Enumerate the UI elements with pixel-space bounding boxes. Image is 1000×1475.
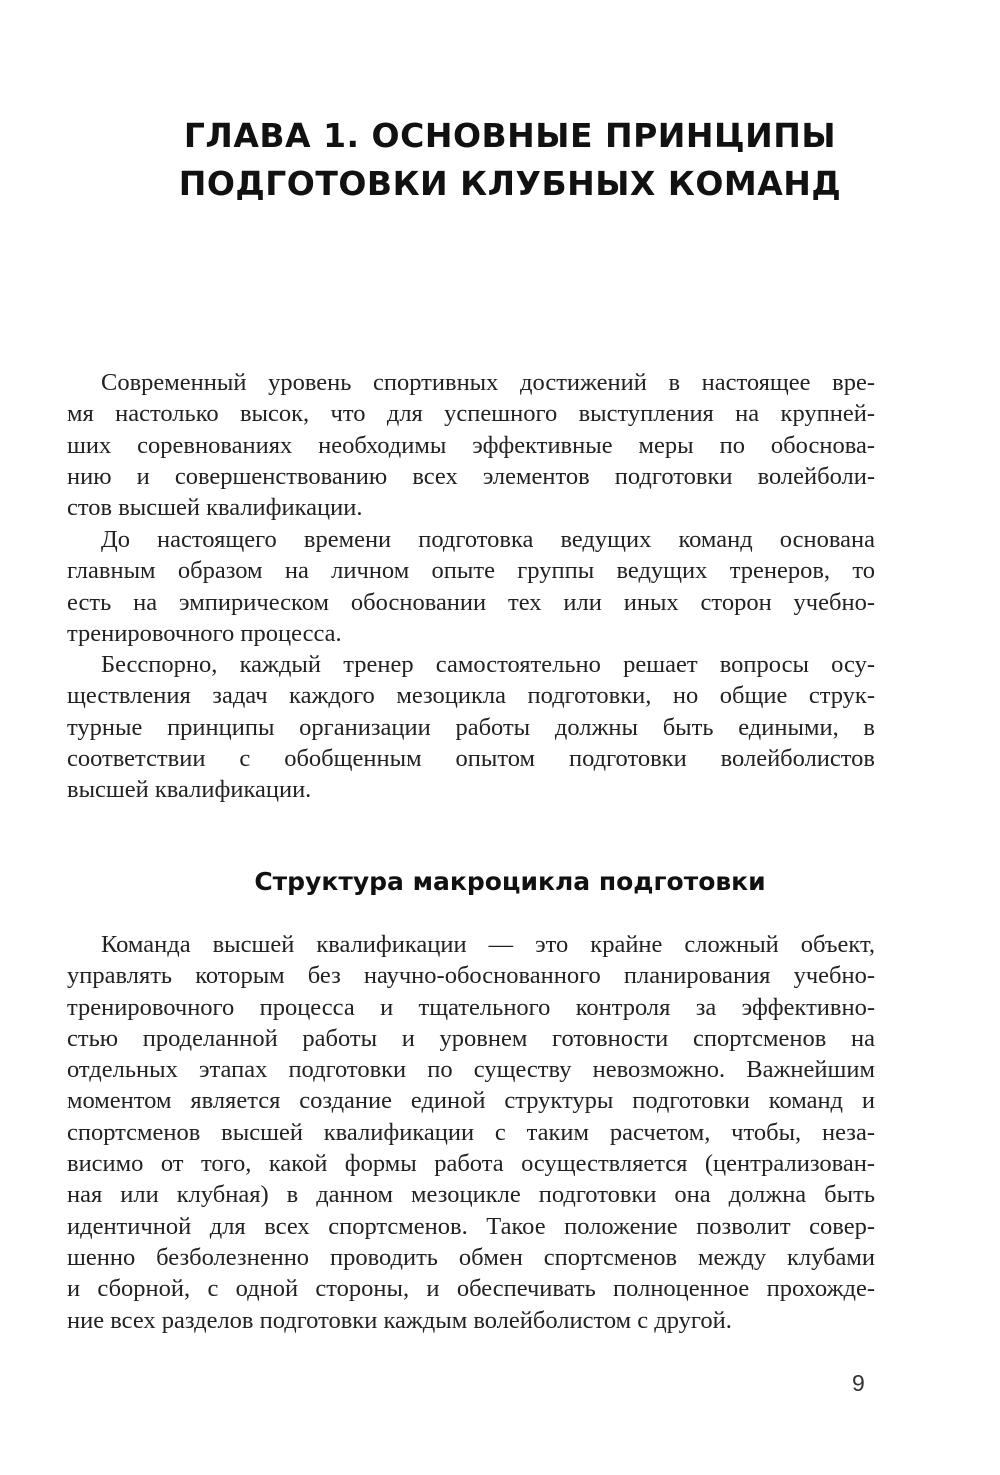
text-line: висимо от того, какой формы работа осуществляется (централизован- (67, 1150, 875, 1178)
text-line: отдельных этапах подготовки по существу невозможно. Важнейшим (67, 1056, 875, 1084)
text-line: и сборной, с одной стороны, и обеспечивать полноценное прохожде- (67, 1275, 875, 1303)
text-line: Бесспорно, каждый тренер самостоятельно решает вопросы осу- (101, 651, 875, 678)
text-line: ших соревнованиях необходимы эффективные меры по обоснова- (67, 431, 875, 459)
text-line: соответствии с обобщенным опытом подготовки волейболистов (67, 744, 875, 772)
text-line: есть на эмпирическом обосновании тех или иных сторон учебно- (67, 588, 875, 616)
text-line: Современный уровень спортивных достижений в настоящее вре- (101, 369, 875, 396)
text-line: Команда высшей квалификации — это крайне сложный объект, (101, 931, 875, 958)
section-title: Структура макроцикла подготовки (254, 867, 766, 896)
page-number: 9 (852, 1370, 865, 1396)
intro-paragraph-2 (67, 524, 875, 649)
text-line: турные принципы организации работы должны быть едиными, в (67, 713, 875, 741)
text-line: мя настолько высок, что для успешного выступления на крупней- (67, 400, 875, 428)
text-line: главным образом на личном опыте группы ведущих тренеров, то (67, 557, 875, 585)
text-line: ние всех разделов подготовки каждым волейболистом с другой. (67, 1306, 732, 1334)
text-line: ная или клубная) в данном мезоцикле подготовки она должна быть (67, 1181, 875, 1209)
text-line: управлять которым без научно-обоснованного планирования учебно- (67, 962, 875, 990)
text-line: тренировочного процесса и тщательного контроля за эффективно- (67, 993, 875, 1021)
chapter-title-line: ГЛАВА 1. ОСНОВНЫЕ ПРИНЦИПЫ (183, 116, 837, 155)
chapter-title-line: ПОДГОТОВКИ КЛУБНЫХ КОМАНД (178, 164, 842, 203)
text-line: стью проделанной работы и уровнем готовности спортсменов на (67, 1024, 875, 1052)
intro-paragraph-3 (67, 649, 875, 805)
section-paragraph-1 (67, 929, 875, 1336)
text-line: тренировочного процесса. (67, 619, 342, 647)
text-line: нию и совершенствованию всех элементов подготовки волейболи- (67, 462, 875, 490)
text-line: спортсменов высшей квалификации с таким расчетом, чтобы, неза- (67, 1118, 875, 1146)
chapter-title (130, 112, 890, 208)
text-line: ществления задач каждого мезоцикла подготовки, но общие струк- (67, 682, 875, 710)
text-line: стов высшей квалификации. (67, 494, 363, 522)
text-line: моментом является создание единой структуры подготовки команд и (67, 1087, 875, 1115)
intro-paragraph-1 (67, 367, 875, 523)
text-line: шенно безболезненно проводить обмен спортсменов между клубами (67, 1243, 875, 1271)
text-line: высшей квалификации. (67, 776, 312, 804)
text-line: идентичной для всех спортсменов. Такое положение позволит совер- (67, 1212, 875, 1240)
text-line: До настоящего времени подготовка ведущих команд основана (101, 526, 875, 553)
